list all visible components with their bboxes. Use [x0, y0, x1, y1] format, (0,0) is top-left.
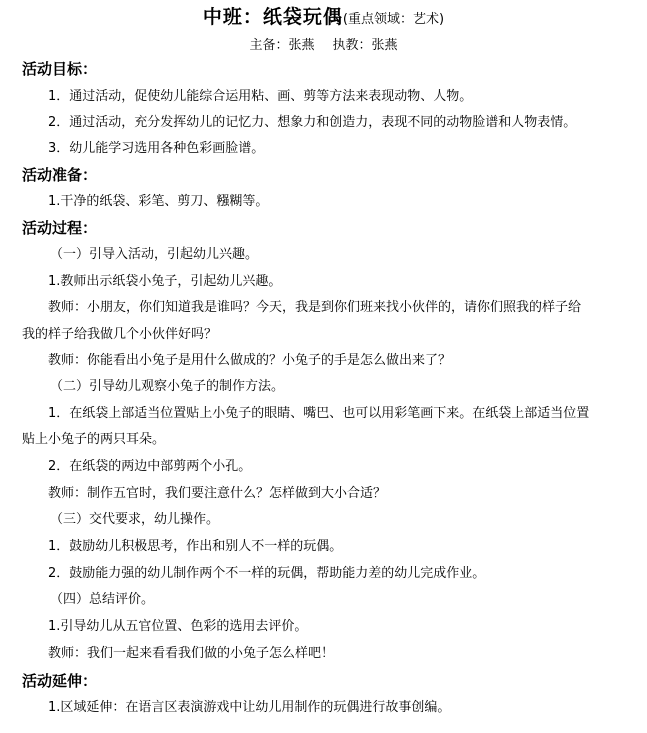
section-heading-preparation: 活动准备：: [22, 166, 98, 184]
process-line: 1.教师出示纸袋小兔子，引起幼儿兴趣。: [48, 274, 282, 289]
planner-label: 主备：张燕: [249, 38, 315, 53]
title-main: 中班：纸袋玩偶: [202, 6, 343, 28]
process-line: （一）引导入活动，引起幼儿兴趣。: [50, 247, 259, 262]
document-title: [0, 2, 647, 29]
process-line: （二）引导幼儿观察小兔子的制作方法。: [50, 379, 285, 394]
process-line: 我的样子给我做几个小伙伴好吗？: [22, 327, 218, 342]
extension-item-1: 1.区域延伸：在语言区表演游戏中让幼儿用制作的玩偶进行故事创编。: [48, 700, 451, 715]
process-line: 1．在纸袋上部适当位置贴上小兔子的眼睛、嘴巴、也可以用彩笔画下来。在纸袋上部适当位置: [48, 406, 590, 421]
goal-item-3: 3．幼儿能学习选用各种色彩画脸谱。: [48, 141, 265, 156]
process-line: 1．鼓励幼儿积极思考，作出和别人不一样的玩偶。: [48, 539, 343, 554]
goal-item-1: 1．通过活动，促使幼儿能综合运用粘、画、剪等方法来表现动物、人物。: [48, 89, 473, 104]
process-line: 贴上小兔子的两只耳朵。: [22, 432, 166, 447]
preparation-item-1: 1.干净的纸袋、彩笔、剪刀、糨糊等。: [48, 194, 269, 209]
process-line: 教师：我们一起来看看我们做的小兔子怎么样吧！: [48, 646, 335, 661]
process-line: 教师：你能看出小兔子是用什么做成的？小兔子的手是怎么做出来了？: [48, 353, 452, 368]
process-line: 2．鼓励能力强的幼儿制作两个不一样的玩偶，帮助能力差的幼儿完成作业。: [48, 566, 486, 581]
process-line: 教师：小朋友，你们知道我是谁吗？今天，我是到你们班来找小伙伴的，请你们照我的样子给: [48, 300, 582, 315]
teacher-label: 执教：张燕: [332, 38, 398, 53]
process-line: 1.引导幼儿从五官位置、色彩的选用去评价。: [48, 619, 308, 634]
process-line: 教师：制作五官时，我们要注意什么？怎样做到大小合适？: [48, 486, 387, 501]
process-line: （四）总结评价。: [50, 592, 155, 607]
title-subtitle: (重点领域：艺术): [342, 12, 445, 27]
process-line: （三）交代要求，幼儿操作。: [50, 512, 220, 527]
byline: [0, 34, 647, 53]
section-heading-goals: 活动目标：: [22, 60, 98, 78]
section-heading-process: 活动过程：: [22, 219, 98, 237]
section-heading-extension: 活动延伸：: [22, 672, 98, 690]
process-line: 2．在纸袋的两边中部剪两个小孔。: [48, 459, 252, 474]
goal-item-2: 2．通过活动，充分发挥幼儿的记忆力、想象力和创造力，表现不同的动物脸谱和人物表情。: [48, 115, 577, 130]
